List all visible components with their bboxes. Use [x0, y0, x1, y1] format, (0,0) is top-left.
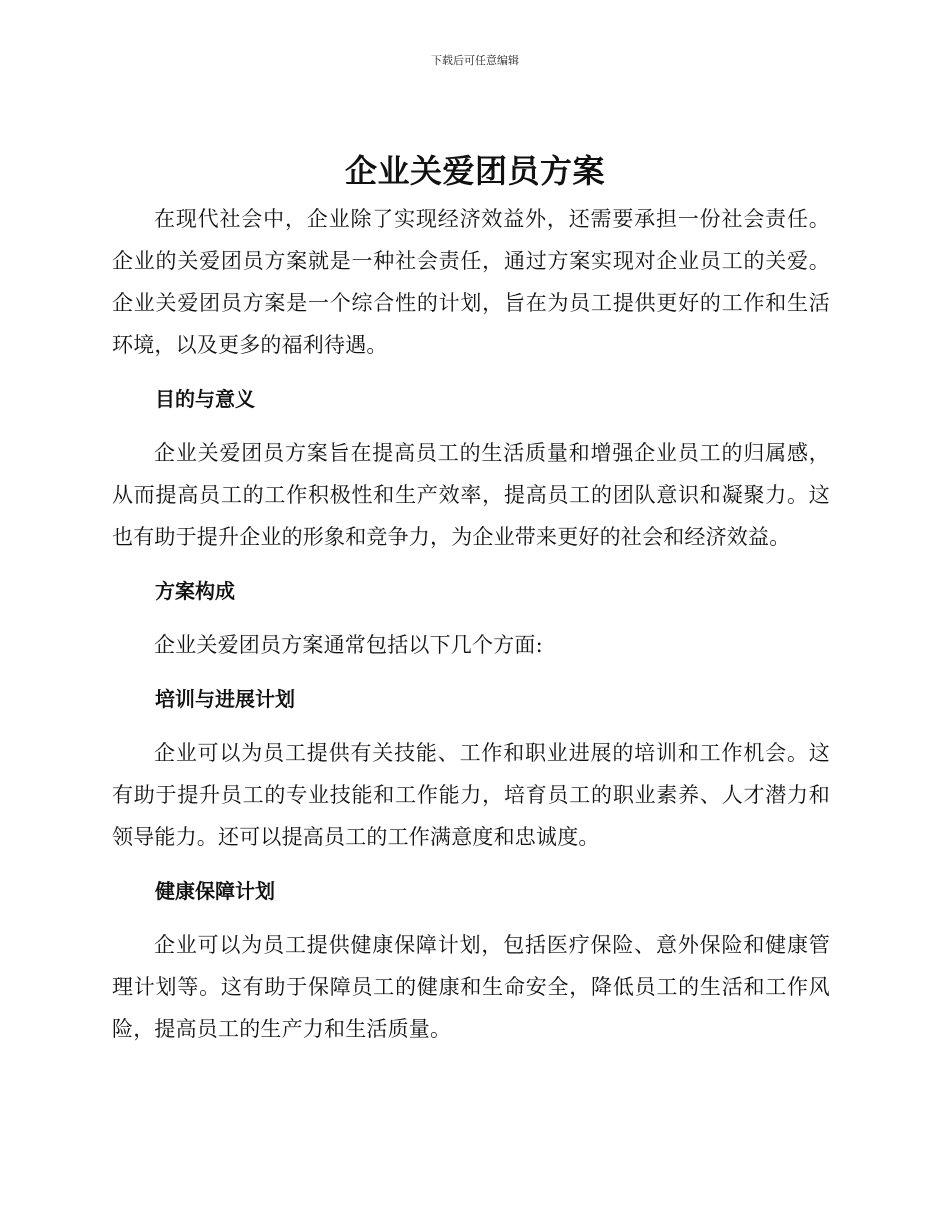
document-title: 企业关爱团员方案 — [344, 152, 605, 190]
section-paragraph-structure: 企业关爱团员方案通常包括以下几个方面: — [154, 633, 543, 657]
section-heading-structure: 方案构成 — [155, 579, 235, 603]
intro-paragraph: 在现代社会中，企业除了实现经济效益外，还需要承担一份社会责任。企业的关爱团员方案就是一种社会责任，通过方案实现对企业员工的关爱。企业关爱团员方案是一个综合性的计划，旨在为员工提供更好的工作和生活环境，以及更多的福利待遇。 — [112, 207, 830, 357]
header-note: 下载后可任意编辑 — [431, 54, 519, 67]
section-paragraph-health: 企业可以为员工提供健康保障计划，包括医疗保险、意外保险和健康管理计划等。这有助于保障员工的健康和生命安全，降低员工的生活和工作风险，提高员工的生产力和生活质量。 — [112, 933, 830, 1041]
section-heading-health: 健康保障计划 — [155, 879, 275, 903]
section-paragraph-purpose: 企业关爱团员方案旨在提高员工的生活质量和增强企业员工的归属感，从而提高员工的工作积极性和生产效率，提高员工的团队意识和凝聚力。这也有助于提升企业的形象和竞争力，为企业带来更好的社会和经济效益。 — [112, 441, 830, 549]
section-heading-purpose: 目的与意义 — [155, 387, 255, 411]
section-paragraph-training: 企业可以为员工提供有关技能、工作和职业进展的培训和工作机会。这有助于提升员工的专业技能和工作能力，培育员工的职业素养、人才潜力和领导能力。还可以提高员工的工作满意度和忠诚度。 — [112, 741, 830, 849]
document-content — [112, 198, 830, 1050]
section-heading-training: 培训与进展计划 — [155, 687, 295, 711]
